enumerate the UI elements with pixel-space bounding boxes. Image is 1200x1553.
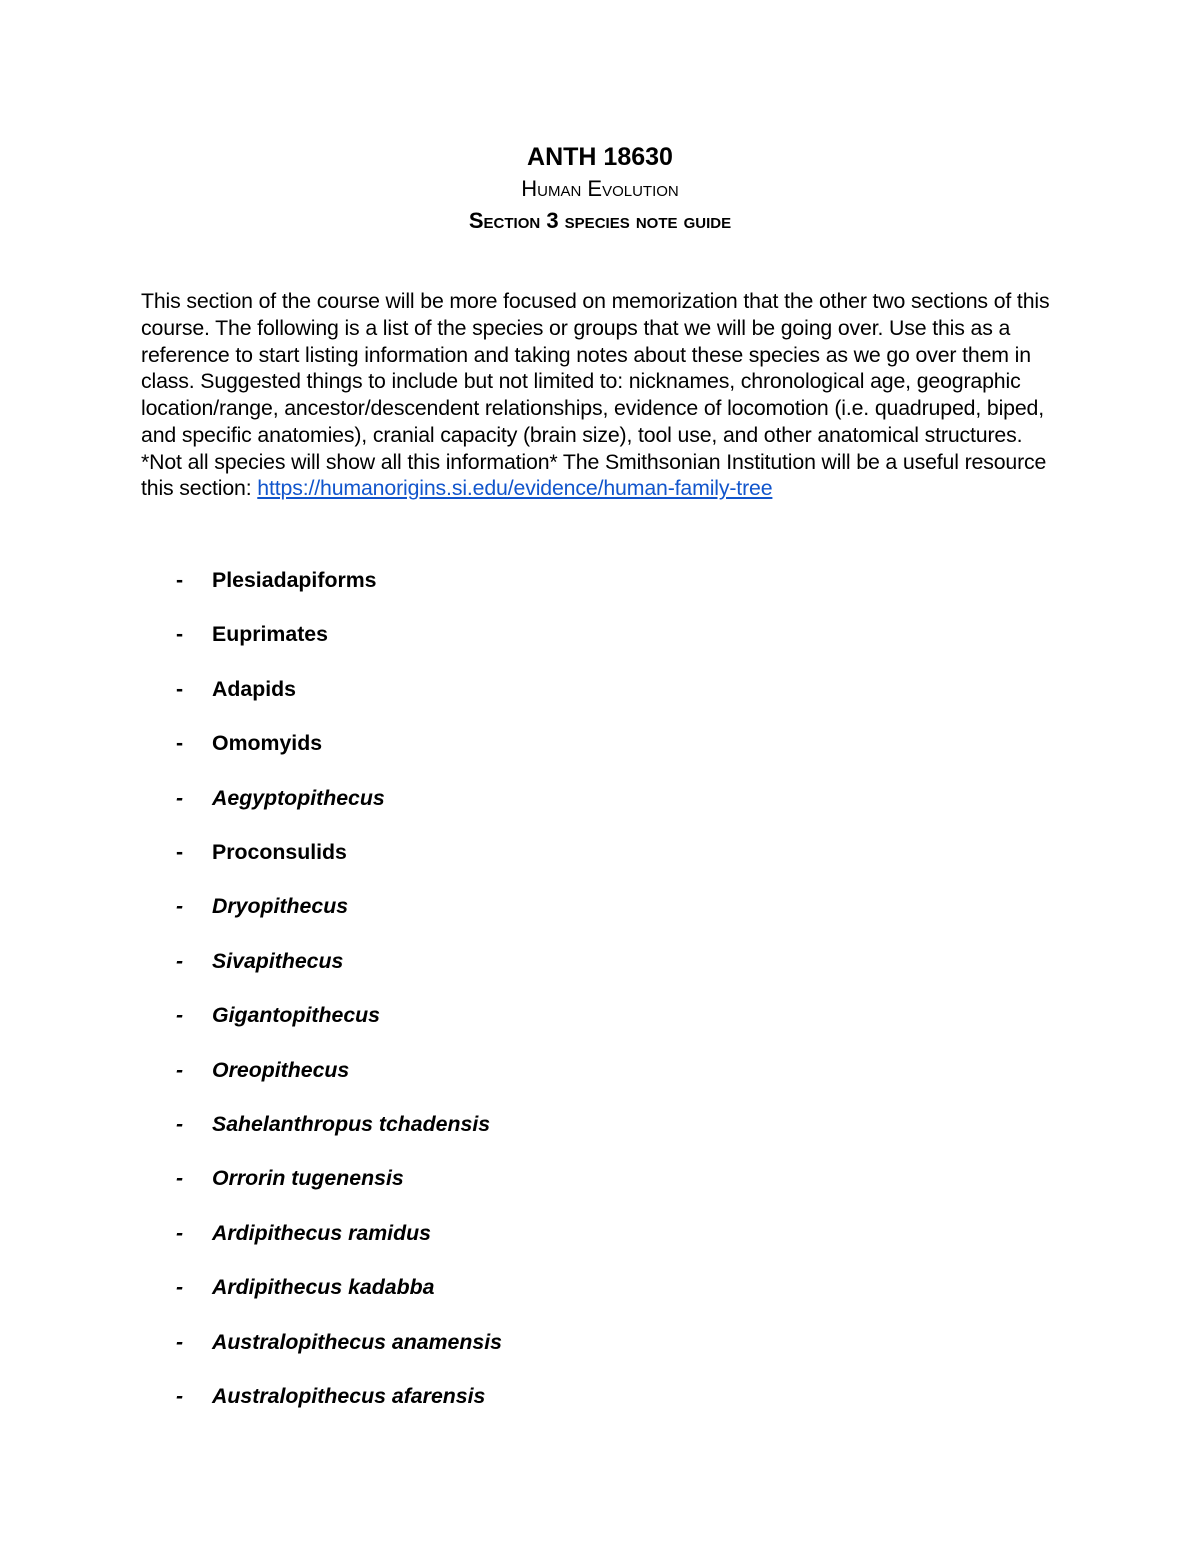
species-item bbox=[176, 565, 377, 595]
species-item bbox=[176, 837, 347, 867]
species-name: Omomyids bbox=[212, 731, 323, 756]
list-dash: - bbox=[176, 731, 184, 756]
species-item bbox=[176, 1055, 349, 1085]
species-item bbox=[176, 946, 343, 976]
list-dash: - bbox=[176, 1166, 184, 1191]
species-item bbox=[176, 783, 385, 813]
list-dash: - bbox=[176, 1384, 184, 1408]
list-dash: - bbox=[176, 1112, 184, 1136]
species-item bbox=[176, 674, 296, 704]
smithsonian-link[interactable]: https://humanorigins.si.edu/evidence/human-family-tree bbox=[257, 476, 773, 501]
list-dash: - bbox=[176, 948, 184, 973]
species-name: Orrorin tugenensis bbox=[212, 1166, 404, 1191]
species-name: Ardipithecus kadabba bbox=[212, 1275, 435, 1300]
intro-text: This section of the course will be more focused on memorization that the other two sections of this course. The following is a list of the species or groups that we will be going over. Use this as a reference to start listing information and taking notes about these species as we go over them in class. Suggested things to include but not limited to: nicknames, chronological age, geographic location/range, ancestor/descendent relationships, evidence of locomotion (i.e. quadruped, biped, and specific anatomies), cranial capacity (brain size), tool use, and other anatomical structures. *Not all species will show all this information* The Smithsonian Institution will be a useful resource this section: bbox=[141, 289, 1050, 501]
course-code-heading: ANTH 18630 bbox=[527, 143, 673, 171]
species-item bbox=[176, 1218, 431, 1248]
species-name: Sivapithecus bbox=[212, 948, 344, 973]
species-item bbox=[176, 1272, 434, 1302]
list-dash: - bbox=[176, 1329, 184, 1354]
list-dash: - bbox=[176, 676, 184, 701]
species-item bbox=[176, 1109, 490, 1139]
species-name: Plesiadapiforms bbox=[212, 568, 377, 592]
list-dash: - bbox=[176, 840, 184, 864]
species-name: Sahelanthropus tchadensis bbox=[212, 1112, 491, 1136]
list-dash: - bbox=[176, 1057, 184, 1082]
species-item bbox=[176, 891, 348, 921]
species-name: Australopithecus anamensis bbox=[212, 1329, 502, 1354]
list-dash: - bbox=[176, 568, 184, 592]
species-name: Gigantopithecus bbox=[212, 1003, 381, 1028]
list-dash: - bbox=[176, 1275, 184, 1300]
species-name: Proconsulids bbox=[212, 840, 347, 864]
list-dash: - bbox=[176, 785, 184, 810]
species-name: Dryopithecus bbox=[212, 894, 349, 919]
species-name: Aegyptopithecus bbox=[212, 785, 385, 810]
course-title-heading: Human Evolution bbox=[521, 176, 679, 201]
species-item bbox=[176, 619, 328, 649]
list-dash: - bbox=[176, 1003, 184, 1028]
list-dash: - bbox=[176, 622, 184, 647]
list-dash: - bbox=[176, 1220, 184, 1245]
species-item bbox=[176, 1381, 485, 1411]
section-title-heading: Section 3 species note guide bbox=[468, 208, 732, 233]
list-dash: - bbox=[176, 894, 184, 919]
species-item bbox=[176, 728, 322, 758]
species-item bbox=[176, 1163, 404, 1193]
species-item bbox=[176, 1327, 502, 1357]
species-name: Ardipithecus ramidus bbox=[212, 1220, 431, 1245]
species-name: Australopithecus afarensis bbox=[212, 1384, 486, 1408]
species-name: Euprimates bbox=[212, 622, 328, 647]
species-name: Adapids bbox=[212, 676, 297, 701]
species-item bbox=[176, 1000, 380, 1030]
species-name: Oreopithecus bbox=[212, 1057, 350, 1082]
